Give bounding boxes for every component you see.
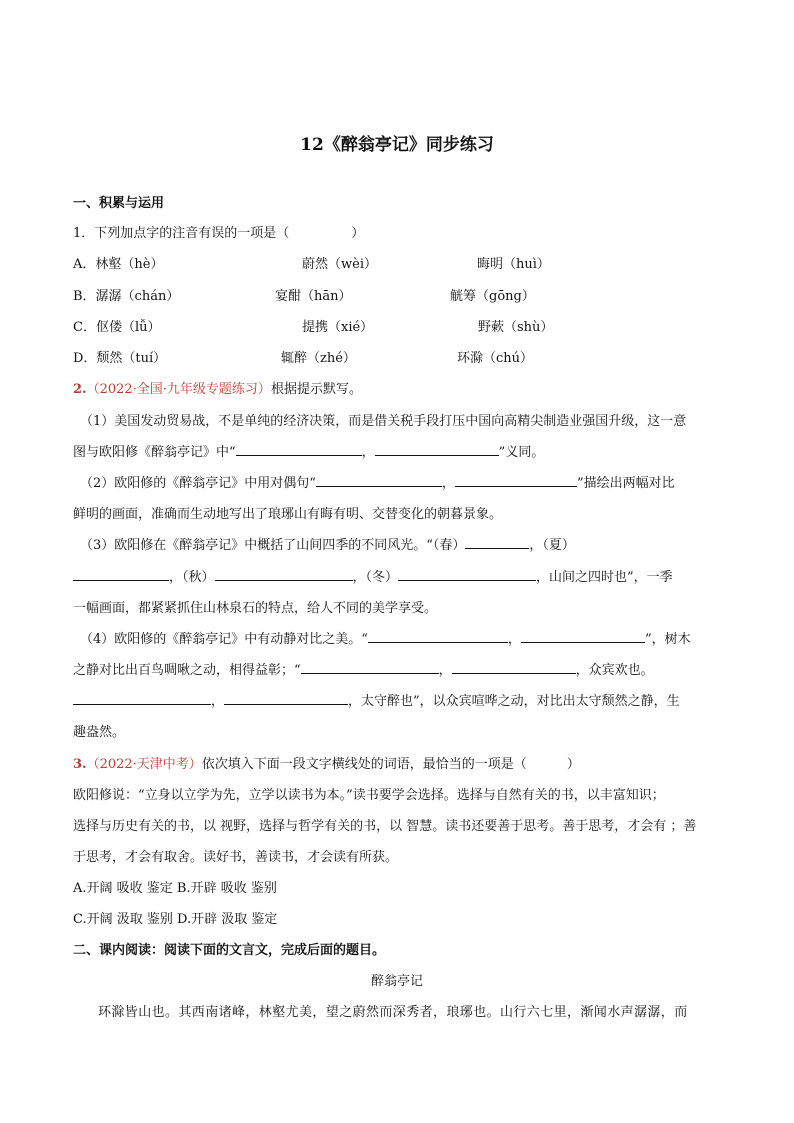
q2-p4-line3: ， ，太守醉也”，以众宾喧哗之动，对比出太守颓然之静，生 (73, 690, 680, 709)
q3-stem: 依次填入下面一段文字横线处的词语，最恰当的一项是（ (201, 757, 527, 772)
q3-number: 3. (73, 757, 87, 772)
q1-option-c-3: 野蔌（shù） (478, 320, 554, 335)
q1-option-a-1: A．林壑（hè） (73, 257, 164, 272)
q1-option-d-2: 辄醉（zhé） (281, 351, 356, 366)
q1-option-c-1: C．伛偻（lǚ） (73, 320, 161, 335)
q2-p4-line1: （4）欧阳修的《醉翁亭记》中有动静对比之美。“ ， ”，树木 (80, 628, 691, 647)
q1-option-b-1: B．潺潺（chán） (73, 289, 180, 304)
q2-p1-line1: （1）美国发动贸易战，不是单纯的经济决策，而是借关税手段打压中国向高精尖制造业强国升级，这一意 (80, 414, 687, 429)
q1-option-a-2: 蔚然（wèi） (302, 257, 377, 272)
q2-header (73, 378, 362, 397)
q3-text-line2: 选择与历史有关的书，以 视野，选择与哲学有关的书，以 智慧。读书还要善于思考。善于思考，才会有 ；善 (73, 819, 697, 834)
fill-blank[interactable] (452, 659, 576, 674)
page-title: 12《醉翁亭记》同步练习 (300, 135, 494, 155)
section-heading-1: 一、积累与运用 (73, 196, 165, 211)
fill-blank[interactable] (465, 534, 529, 549)
q3-source: （2022·天津中考） (86, 757, 202, 772)
fill-blank[interactable] (73, 690, 211, 705)
fill-blank[interactable] (301, 659, 439, 674)
fill-blank[interactable] (236, 441, 362, 456)
q2-p3-line2: ，（秋） ，（冬） ，山间之四时也”，一季 (73, 566, 673, 585)
fill-blank[interactable] (368, 628, 508, 643)
q1-option-a-3: 晦明（huì） (477, 257, 550, 272)
q1-option-b-3: 觥筹（gōng） (450, 289, 535, 304)
q3-text-line3: 于思考，才会有取舍。读好书，善读书，才会读有所获。 (73, 850, 399, 865)
q3-header: 3.（2022·天津中考）依次填入下面一段文字横线处的词语，最恰当的一项是（ ） (73, 757, 580, 772)
q2-stem: 根据提示默写。 (270, 382, 362, 397)
q2-p2-line1: （2）欧阳修的《醉翁亭记》中用对偶句“ ， ”描绘出两幅对比 (80, 472, 675, 491)
passage-text: 环滁皆山也。其西南诸峰，林壑尤美，望之蔚然而深秀者，琅琊也。山行六七里，渐闻水声潺潺，而 (98, 1005, 688, 1020)
q3-options-cd: C.开阔 汲取 鉴别 D.开辟 汲取 鉴定 (73, 912, 278, 927)
q1-option-c-2: 提携（xié） (302, 320, 374, 335)
fill-blank[interactable] (521, 628, 645, 643)
q2-p4-line2: 之静对比出百鸟啁啾之动，相得益彰；“ ， ，众宾欢也。 (73, 659, 654, 678)
fill-blank[interactable] (215, 566, 353, 581)
q3-text-line1: 欧阳修说：“立身以立学为先，立学以读书为本。”读书要学会选择。选择与自然有关的书，以丰富知识； (73, 788, 665, 803)
q1-stem-text: 1．下列加点字的注音有误的一项是（ (73, 226, 290, 241)
fill-blank[interactable] (455, 472, 577, 487)
q2-p3-line1: （3）欧阳修在《醉翁亭记》中概括了山间四季的不同风光。“（春） ，（夏） (80, 534, 575, 553)
q1-option-b-2: 宴酣（hān） (275, 289, 352, 304)
fill-blank[interactable] (398, 566, 536, 581)
q2-source: （2022·全国·九年级专题练习） (86, 382, 271, 397)
section-heading-2: 二、课内阅读：阅读下面的文言文，完成后面的题目。 (73, 943, 386, 958)
passage-title: 醉翁亭记 (370, 974, 423, 989)
fill-blank[interactable] (316, 472, 442, 487)
q1-stem (73, 222, 364, 241)
q2-p2-line2: 鲜明的画面，准确而生动地写出了琅琊山有晦有明、交替变化的朝暮景象。 (73, 507, 503, 522)
fill-blank[interactable] (224, 690, 348, 705)
q3-options-ab: A.开阔 吸收 鉴定 B.开辟 吸收 鉴别 (73, 881, 277, 896)
q2-p4-line4: 趣盎然。 (73, 725, 126, 740)
fill-blank[interactable] (375, 441, 499, 456)
q1-option-d-1: D．颓然（tuí） (73, 351, 167, 366)
q2-number: 2. (73, 382, 87, 397)
q2-p1-line2: 图与欧阳修《醉翁亭记》中“ ， ”义同。 (73, 441, 544, 460)
q2-p3-line3: 一幅画面，都紧紧抓住山林泉石的特点，给人不同的美学享受。 (73, 601, 438, 616)
q1-option-d-3: 环滁（chú） (457, 351, 534, 366)
q1-stem-end: ） (351, 226, 365, 241)
fill-blank[interactable] (73, 566, 169, 581)
